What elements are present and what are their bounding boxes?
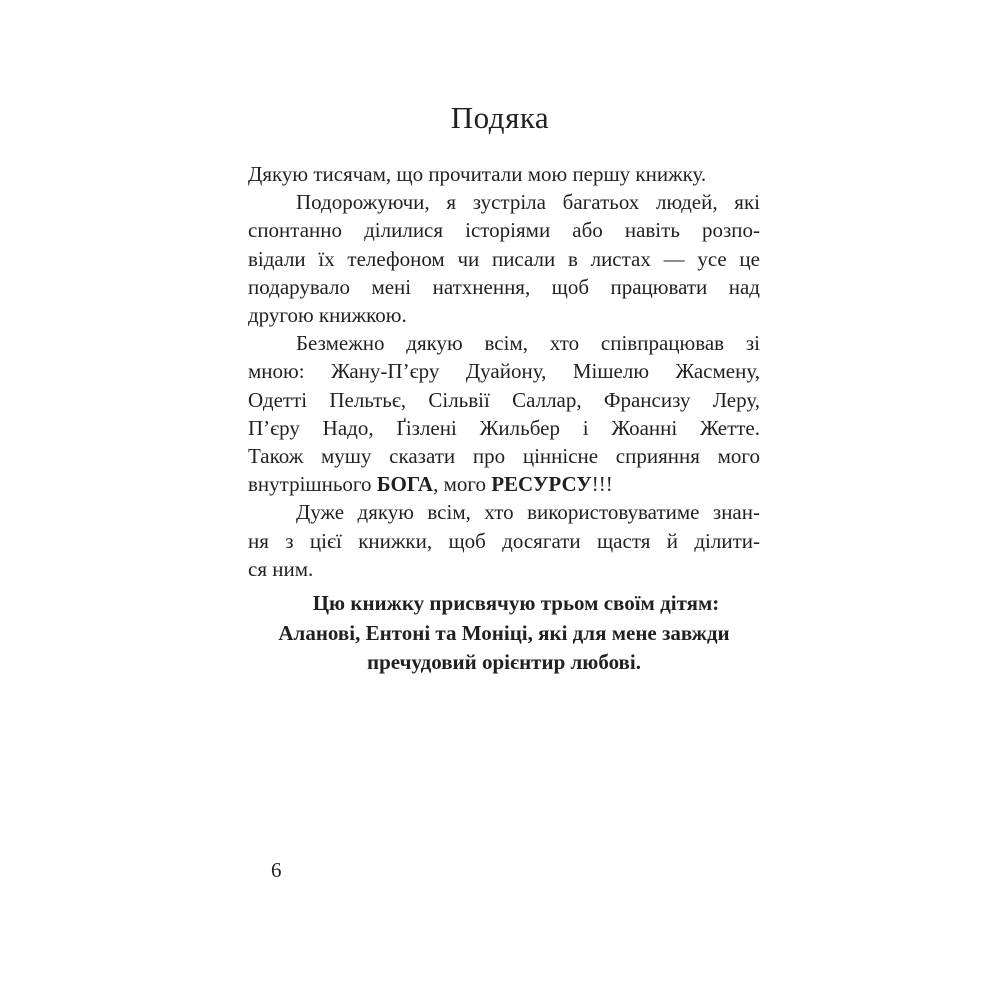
text-line: Безмежно дякую всім, хто співпрацював зі: [296, 331, 760, 356]
dedication-line: пречудовий орієнтир любові.: [367, 650, 641, 674]
acknowledgements-body: [248, 160, 760, 583]
emphasis-resource: РЕСУРСУ: [491, 472, 592, 497]
text-line: П’єру Надо, Ґізлені Жильбер і Жоанні Жетте.: [248, 415, 760, 440]
text-line: подарувало мені натхнення, щоб працювати над: [248, 274, 760, 299]
text-line: мною: Жану-П’єру Дуайону, Мішелю Жасмену,: [248, 359, 760, 384]
text-line: Дуже дякую всім, хто використовуватиме знан-: [296, 500, 760, 525]
text-line: ся ним.: [248, 556, 314, 581]
paragraph-3: [248, 329, 760, 498]
text-line: Також мушу сказати про ціннісне сприяння мого: [248, 444, 760, 469]
text-line: Дякую тисячам, що прочитали мою першу книжку.: [248, 162, 707, 186]
text-run: , мого: [433, 472, 492, 497]
text-run: внутрішнього: [248, 472, 377, 497]
page-number: 6: [271, 858, 282, 882]
paragraph-1: [248, 160, 760, 188]
text-line: спонтанно ділилися історіями або навіть розпо-: [248, 218, 760, 243]
text-line: Подорожуючи, я зустріла багатьох людей, які: [296, 190, 760, 215]
dedication-line: Цю книжку присвячую трьом своїм дітям:: [312, 591, 720, 615]
dedication-line: Аланові, Ентоні та Моніці, які для мене завжди: [278, 620, 730, 645]
text-line: другою книжкою.: [248, 303, 407, 328]
text-line: Одетті Пельтьє, Сільвії Саллар, Франсизу Леру,: [248, 387, 760, 412]
text-line: відали їх телефоном чи писали в листах — усе це: [248, 246, 760, 271]
text-line-with-emphasis: [248, 470, 760, 498]
emphasis-god: БОГА: [376, 472, 434, 497]
paragraph-4: [248, 498, 760, 583]
dedication: [248, 589, 760, 678]
text-run: !!!: [591, 472, 613, 497]
paragraph-2: [248, 188, 760, 329]
page-title: Подяка: [450, 100, 550, 135]
text-line: ня з цієї книжки, щоб досягати щастя й ділити-: [248, 528, 760, 553]
